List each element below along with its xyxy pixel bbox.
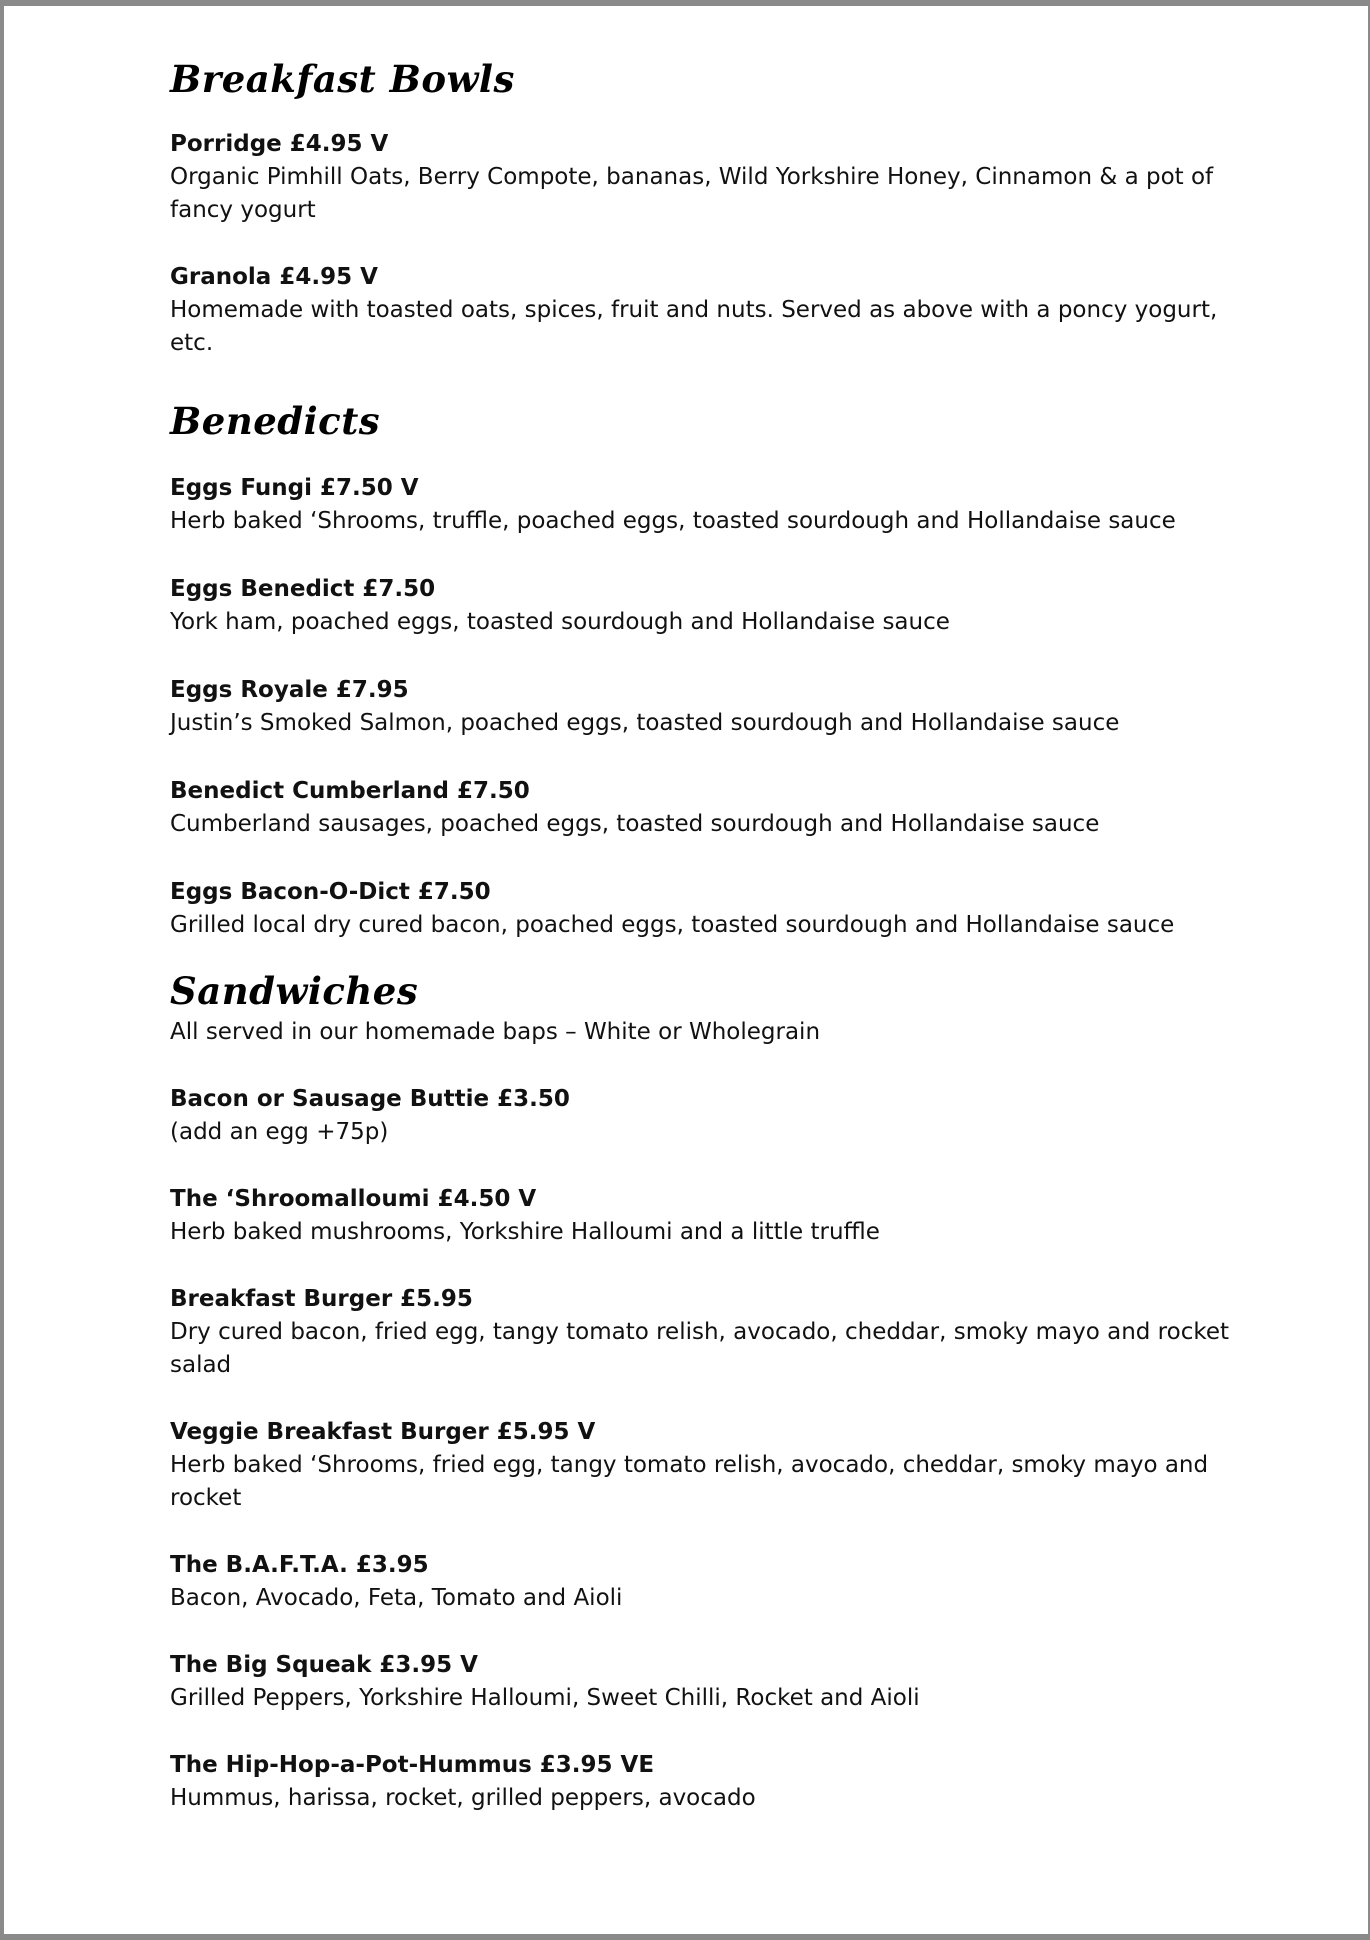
item-name: Breakfast Burger £5.95 bbox=[170, 1286, 473, 1312]
sandwiches-intro: All served in our homemade baps – White or Wholegrain bbox=[170, 1019, 821, 1045]
item-description: (add an egg +75p) bbox=[170, 1119, 389, 1145]
item-name: The ‘Shroomalloumi £4.50 V bbox=[170, 1186, 537, 1212]
menu-item-eggs-fungi bbox=[170, 472, 1230, 538]
item-name: Benedict Cumberland £7.50 bbox=[170, 778, 530, 804]
item-name: The Hip-Hop-a-Pot-Hummus £3.95 VE bbox=[170, 1752, 655, 1778]
item-description: Bacon, Avocado, Feta, Tomato and Aioli bbox=[170, 1585, 623, 1611]
menu-item-eggs-benedict bbox=[170, 573, 1230, 639]
item-description: Grilled Peppers, Yorkshire Halloumi, Sweet Chilli, Rocket and Aioli bbox=[170, 1685, 920, 1711]
item-name: Eggs Benedict £7.50 bbox=[170, 576, 436, 602]
item-name: Veggie Breakfast Burger £5.95 V bbox=[170, 1419, 596, 1445]
item-description: Grilled local dry cured bacon, poached eggs, toasted sourdough and Hollandaise sauce bbox=[170, 912, 1175, 938]
menu-item-eggs-royale bbox=[170, 674, 1230, 740]
menu-item-hip-hop-hummus bbox=[170, 1749, 1230, 1815]
section-title-sandwiches: Sandwiches bbox=[170, 969, 419, 1013]
item-description: Herb baked ‘Shrooms, fried egg, tangy tomato relish, avocado, cheddar, smoky mayo and rocket bbox=[170, 1452, 1209, 1511]
menu-content bbox=[170, 44, 1230, 1815]
menu-page bbox=[4, 6, 1368, 1934]
item-name: The B.A.F.T.A. £3.95 bbox=[170, 1552, 429, 1578]
item-description: Justin’s Smoked Salmon, poached eggs, toasted sourdough and Hollandaise sauce bbox=[170, 710, 1120, 736]
item-name: The Big Squeak £3.95 V bbox=[170, 1652, 478, 1678]
menu-item-benedict-cumberland bbox=[170, 775, 1230, 841]
menu-item-shroomalloumi bbox=[170, 1183, 1230, 1249]
item-description: York ham, poached eggs, toasted sourdough and Hollandaise sauce bbox=[170, 609, 950, 635]
item-name: Granola £4.95 V bbox=[170, 264, 378, 290]
item-description: Cumberland sausages, poached eggs, toasted sourdough and Hollandaise sauce bbox=[170, 811, 1100, 837]
menu-item-bafta bbox=[170, 1549, 1230, 1615]
menu-item-breakfast-burger bbox=[170, 1283, 1230, 1382]
menu-item-big-squeak bbox=[170, 1649, 1230, 1715]
item-description: Homemade with toasted oats, spices, fruit and nuts. Served as above with a poncy yogurt, etc. bbox=[170, 297, 1218, 356]
item-name: Bacon or Sausage Buttie £3.50 bbox=[170, 1086, 570, 1112]
menu-item-granola bbox=[170, 261, 1230, 360]
item-name: Eggs Fungi £7.50 V bbox=[170, 475, 419, 501]
item-name: Porridge £4.95 V bbox=[170, 131, 389, 157]
item-description: Herb baked ‘Shrooms, truffle, poached eggs, toasted sourdough and Hollandaise sauce bbox=[170, 508, 1176, 534]
menu-item-veggie-breakfast-burger bbox=[170, 1416, 1230, 1515]
item-description: Organic Pimhill Oats, Berry Compote, bananas, Wild Yorkshire Honey, Cinnamon & a pot of fancy yogurt bbox=[170, 164, 1214, 223]
item-description: Dry cured bacon, fried egg, tangy tomato relish, avocado, cheddar, smoky mayo and rocket salad bbox=[170, 1319, 1230, 1378]
item-description: Herb baked mushrooms, Yorkshire Halloumi and a little truffle bbox=[170, 1219, 880, 1245]
section-title-benedicts: Benedicts bbox=[170, 399, 381, 443]
item-description: Hummus, harissa, rocket, grilled peppers, avocado bbox=[170, 1785, 756, 1811]
menu-item-bacon-sausage-buttie bbox=[170, 1083, 1230, 1149]
item-name: Eggs Bacon-O-Dict £7.50 bbox=[170, 879, 491, 905]
section-title-breakfast-bowls: Breakfast Bowls bbox=[170, 57, 515, 101]
menu-item-eggs-bacon-o-dict bbox=[170, 876, 1230, 942]
item-name: Eggs Royale £7.95 bbox=[170, 677, 409, 703]
menu-item-porridge bbox=[170, 128, 1230, 227]
